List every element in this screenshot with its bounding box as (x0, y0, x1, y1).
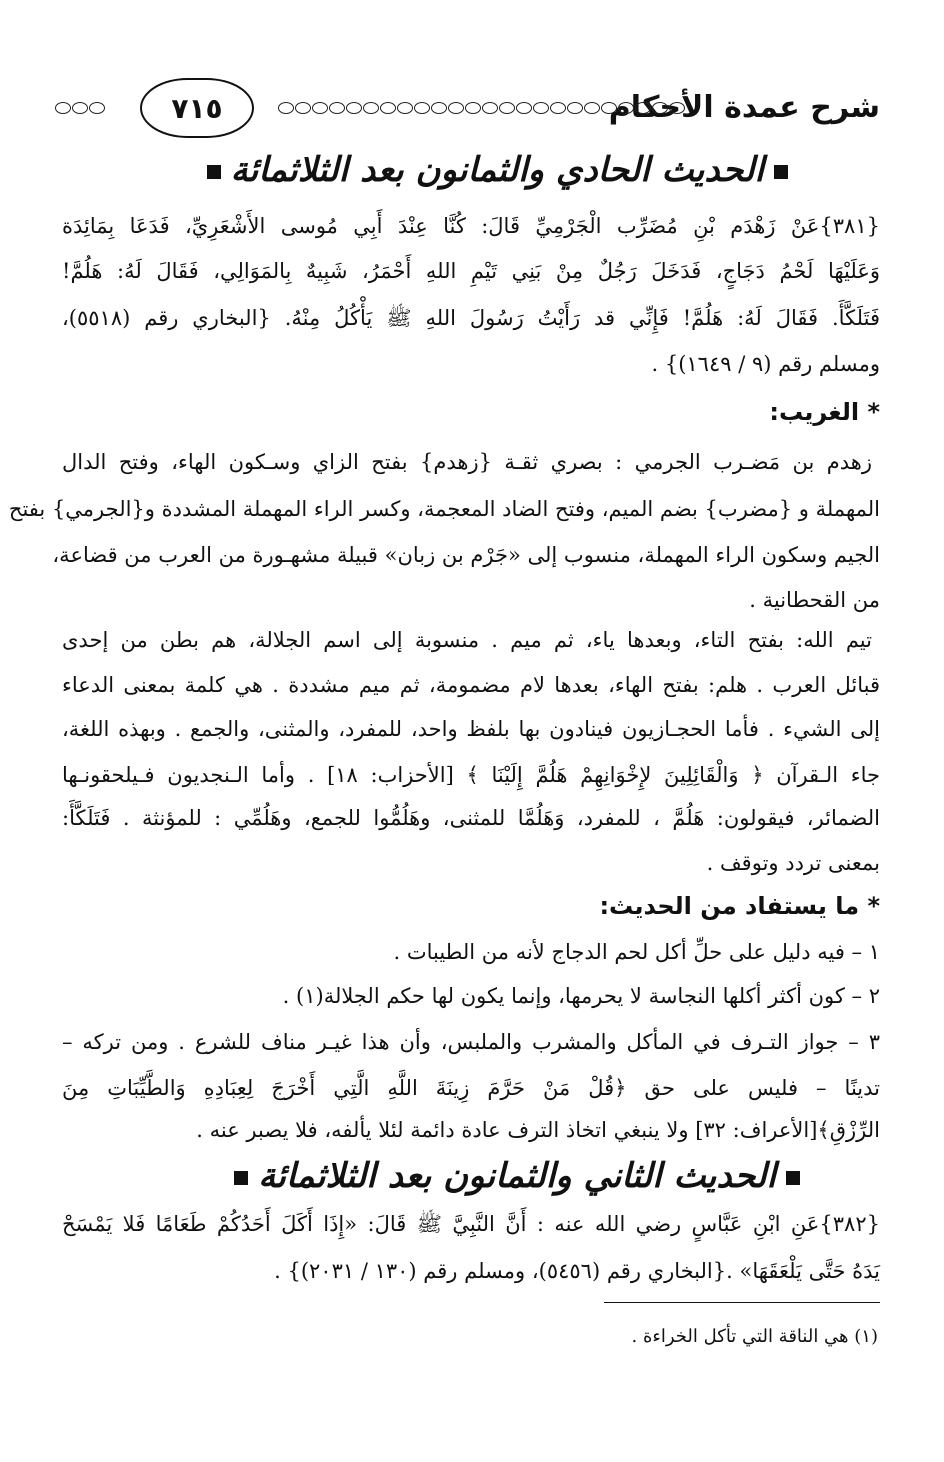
hadith-381-line-4: ومسلم رقم (٩ / ١٦٤٩)} . (651, 352, 880, 376)
header-ornament-left (55, 100, 105, 116)
gharib-p2-line-1: تيم الله: بفتح التاء، وبعدها ياء، ثم ميم . منسوبة إلى اسم الجلالة، هم بطن من إحدى (62, 628, 872, 652)
hadith-381-title (197, 150, 798, 190)
gharib-p2-line-3: إلى الشيء . فأما الحجـازيون فينادون بها بلفظ واحد، للمفرد، والمثنى، والجمع . وبهذه اللغة، (62, 717, 880, 741)
benefit-line-1: ١ – فيه دليل على حلِّ أكل لحم الدجاج لأنه من الطيبات . (393, 940, 880, 964)
square-bullet-icon (774, 165, 788, 179)
gharib-p1-line-3: الجيم وسكون الراء المهملة، منسوب إلى «جَرْم بن زبان» قبيلة مشهـورة من العرب من قضاعة، (52, 543, 880, 567)
gharib-p2-line-4: جاء الـقرآن ﴿ وَالْقَائِلِينَ لإِخْوَانِهِمْ هَلُمَّ إِلَيْنَا ﴾ [الأحزاب: ١٨] . وأما الـنجديون فـيلحقونـها (62, 763, 880, 787)
footnote-separator (604, 1302, 880, 1303)
book-title: شرح عمدة الأحكام (608, 90, 880, 125)
hadith-381-line-1: {٣٨١}عَنْ زَهْدَم بْنِ مُضَرِّب الْجَرْمِيِّ قَالَ: كُنَّا عِنْدَ أَبِي مُوسى الأَشْعَرِيِّ، فَدَعَا بِمَائِدَة (62, 214, 880, 238)
page-number: ٧١٥ (140, 78, 254, 138)
hadith-381-line-2: وَعَلَيْهَا لَحْمُ دَجَاجٍ، فَدَخَلَ رَجُلٌ مِنْ بَنِي تَيْمِ اللهِ أَحْمَرُ، شَبِيهٌ بِالمَوَالِي، فَقَالَ لَهُ: هَلُمَّ! (62, 259, 880, 283)
gharib-p1-line-1: زهدم بن مَضـرب الجرمي : بصري ثقـة {زهدم} بفتح الزاي وسـكون الهاء، وفتح الدال (62, 450, 872, 474)
gharib-p1-line-4: من القحطانية . (749, 588, 880, 612)
square-bullet-icon (207, 165, 221, 179)
benefit-line-4: تدينًا – فليس على حق ﴿قُلْ مَنْ حَرَّمَ زِينَةَ اللَّهِ الَّتِي أَخْرَجَ لِعِبَادِهِ وَالطَّيِّبَاتِ مِنَ (62, 1076, 880, 1100)
gharib-p2-line-6: بمعنى تردد وتوقف . (706, 851, 880, 875)
footnote: (١) هي الناقة التي تأكل الخراءة . (631, 1326, 878, 1347)
header-ornament-right (278, 100, 685, 116)
hadith-382-line-2: يَدَهُ حَتَّى يَلْعَقَهَا» .{البخاري رقم (٥٤٥٦)، ومسلم رقم (١٣٠ / ٢٠٣١)} . (274, 1259, 880, 1283)
gharib-heading: * الغريب: (769, 398, 880, 426)
gharib-p2-line-2: قبائل العرب . هلم: بفتح الهاء، بعدها لام مضمومة، ثم ميم مشددة . هي كلمة بمعنى الدعاء (62, 673, 880, 697)
benefit-line-5: الرِّزْقِ﴾[الأعراف: ٣٢] ولا ينبغي اتخاذ الترف عادة دائمة لئلا يألفه، فلا يصبر عنه . (196, 1118, 880, 1142)
benefit-line-3: ٣ – جواز التـرف في المأكل والمشرب والملبس، وأن هذا غيـر مناف للشرع . ومن تركه – (62, 1030, 880, 1054)
hadith-382-title (224, 1156, 810, 1196)
gharib-p2-line-5: الضمائر، فيقولون: هَلُمَّ ، للمفرد، وَهَلُمَّا للمثنى، وهَلُمُّوا للجمع، وهَلُمِّي : للمؤنثة . فَتَلَكَّأَ: (62, 806, 880, 830)
page-header (50, 78, 880, 140)
hadith-382-line-1: {٣٨٢}عَنِ ابْنِ عَبَّاسٍ رضي الله عنه : أَنَّ النَّبِيَّ ﷺ قَالَ: «إِذَا أَكَلَ أَحَدُكُمْ طَعَامًا فَلا يَمْسَحْ (62, 1212, 880, 1236)
hadith-381-title-text: الحديث الحادي والثمانون بعد الثلاثمائة (230, 150, 764, 190)
square-bullet-icon (234, 1171, 248, 1185)
hadith-382-title-text: الحديث الثاني والثمانون بعد الثلاثمائة (258, 1156, 776, 1196)
gharib-p1-line-2: المهملة و {مضرب} بضم الميم، وفتح الضاد المعجمة، وكسر الراء المهملة المشددة و{الجرمي} بفتح (8, 497, 880, 521)
benefits-heading: * ما يستفاد من الحديث: (599, 892, 880, 920)
hadith-381-line-3: فَتَلَكَّأَ. فَقَالَ لَهُ: هَلُمَّ! فَإِنِّي قد رَأَيْتُ رَسُولَ اللهِ ﷺ يَأْكُلُ مِنْهُ. {البخاري رقم (٥٥١٨)، (62, 306, 880, 330)
square-bullet-icon (786, 1171, 800, 1185)
benefit-line-2: ٢ – كون أكثر أكلها النجاسة لا يحرمها، وإنما يكون لها حكم الجلالة(١) . (282, 984, 880, 1008)
